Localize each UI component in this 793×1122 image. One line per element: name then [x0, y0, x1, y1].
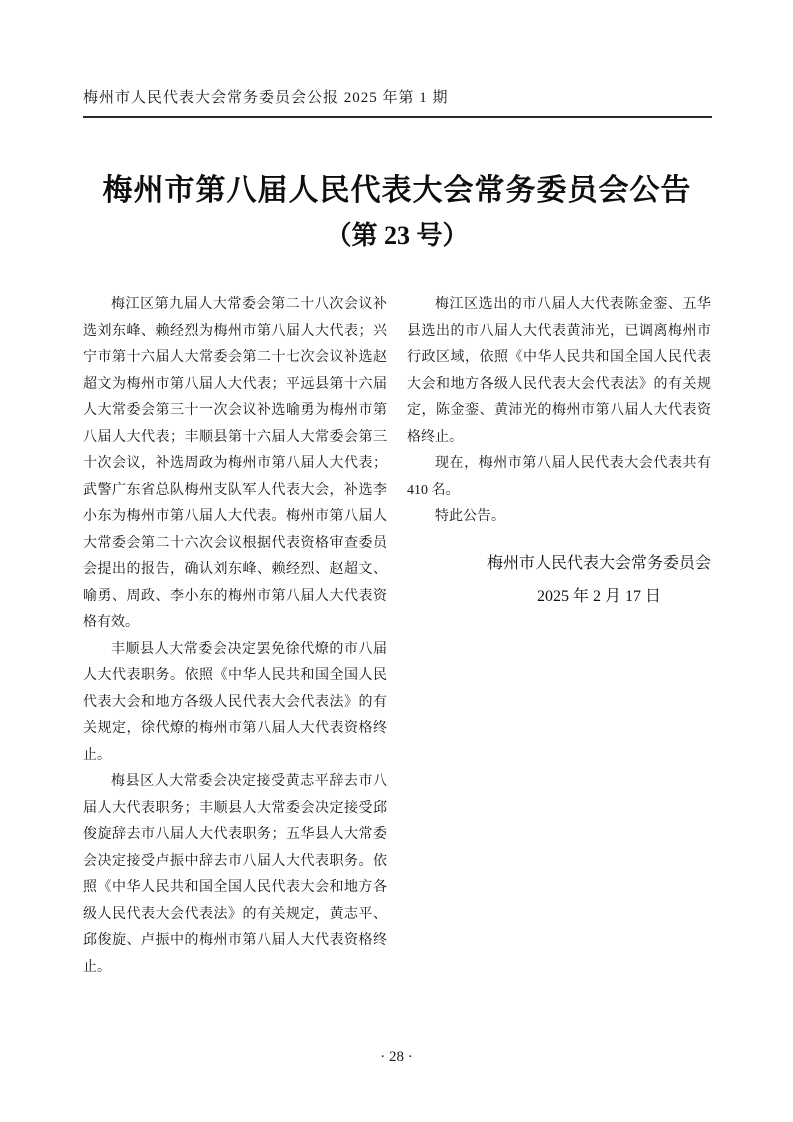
notice-title: 梅州市第八届人民代表大会常务委员会公告	[102, 174, 692, 207]
paragraph-transfers: 梅江区选出的市八届人大代表陈金銮、五华县选出的市八届人大代表黄沛光，已调离梅州市行政区域，依照《中华人民共和国全国人民代表大会和地方各级人民代表大会代表法》的有关规定，陈金銮、黄沛光的梅州市第八届人大代表资格终止。	[407, 297, 711, 445]
notice-body	[83, 172, 711, 1013]
publication-header-text: 梅州市人民代表大会常务委员会公报 2025 年第 1 期	[83, 90, 449, 106]
notice-number-line: （第 23 号）	[325, 221, 469, 250]
paragraph-total-count: 现在，梅州市第八届人民代表大会代表共有 410 名。	[407, 456, 711, 498]
page-number: · 28 ·	[380, 1049, 413, 1065]
notice-text-columns	[83, 292, 711, 1013]
signature-date: 2025 年 2 月 17 日	[536, 587, 661, 605]
signature-organization: 梅州市人民代表大会常务委员会	[486, 554, 711, 572]
paragraph-byelections: 梅江区第九届人大常委会第二十八次会议补选刘东峰、赖经烈为梅州市第八届人大代表；兴宁市第十六届人大常委会第二十七次会议补选赵超文为梅州市第八届人大代表；平远县第十六届人大常委会第三十一次会议补选喻勇为梅州市第八届人大代表；丰顺县第十六届人大常委会第三十次会议，补选周政为梅州市第八届人大代表；武警广东省总队梅州支队军人代表大会，补选李小东为梅州市第八届人大代表。梅州市第八届人大常委会第二十六次会议根据代表资格审查委员会提出的报告，确认刘东峰、赖经烈、赵超文、喻勇、周政、李小东的梅州市第八届人大代表资格有效。	[83, 297, 387, 630]
paragraph-resignations: 梅县区人大常委会决定接受黄志平辞去市八届人大代表职务；丰顺县人大常委会决定接受邱俊旋辞去市八届人大代表职务；五华县人大常委会决定接受卢振中辞去市八届人大代表职务。依照《中华人民共和国全国人民代表大会和地方各级人民代表大会代表法》的有关规定，黄志平、邱俊旋、卢振中的梅州市第八届人大代表资格终止。	[83, 774, 387, 975]
paragraph-closing: 特此公告。	[435, 509, 505, 524]
page-footer	[0, 1049, 793, 1066]
paragraph-recall: 丰顺县人大常委会决定罢免徐代燎的市八届人大代表职务。依照《中华人民共和国全国人民代表大会和地方各级人民代表大会代表法》的有关规定，徐代燎的梅州市第八届人大代表资格终止。	[83, 641, 387, 763]
signature-block	[487, 547, 711, 613]
running-header	[83, 86, 712, 118]
